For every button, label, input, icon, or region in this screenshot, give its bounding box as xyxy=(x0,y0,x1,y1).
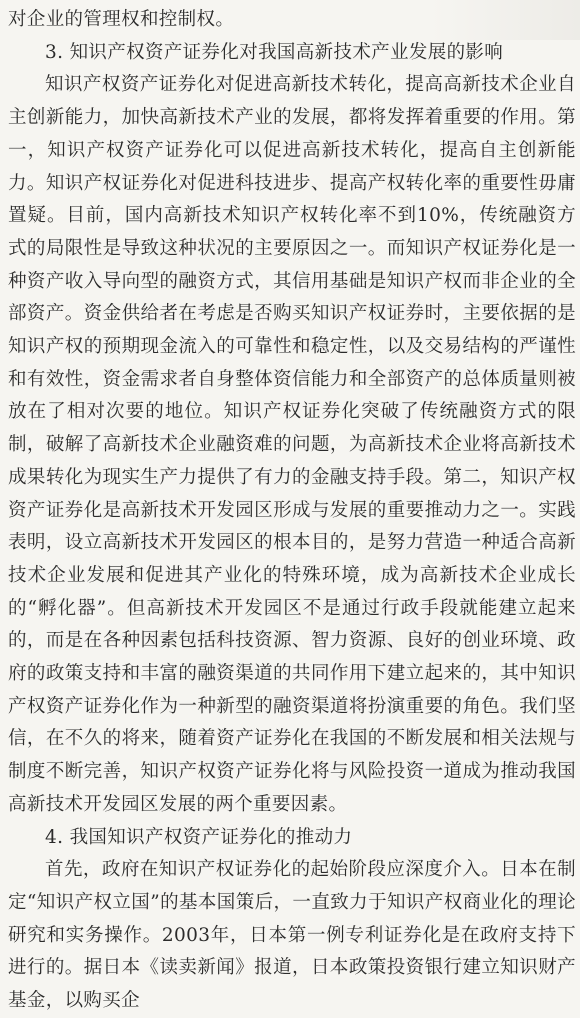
section-heading-4: 4. 我国知识产权资产证券化的推动力 xyxy=(45,826,353,848)
section-heading-3: 3. 知识产权资产证券化对我国高新技术产业发展的影响 xyxy=(45,41,504,63)
body-paragraph-1: 知识产权资产证券化对促进高新技术转化，提高高新技术企业自主创新能力，加快高新技术产业的发展，都将发挥着重要的作用。第一，知识产权资产证券化可以促进高新技术转化，提高自主创新能力。知识产权证券化对促进科技进步、提高产权转化率的重要性毋庸置疑。目前，国内高新技术知识产权转化率不到10%，传统融资方式的局限性是导致这种状况的主要原因之一。而知识产权证券化是一种资产收入导向型的融资方式，其信用基础是知识产权而非企业的全部资产。资金供给者在考虑是否购买知识产权证券时，主要依据的是知识产权的预期现金流入的可靠性和稳定性，以及交易结构的严谨性和有效性，资金需求者自身整体资信能力和全部资产的总体质量则被放在了相对次要的地位。知识产权证券化突破了传统融资方式的限制，破解了高新技术企业融资难的问题，为高新技术企业将高新技术成果转化为现实生产力提供了有力的金融支持手段。第二，知识产权资产证券化是高新技术开发园区形成与发展的重要推动力之一。实践表明，设立高新技术开发园区的根本目的，是努力营造一种适合高新技术企业发展和促进其产业化的特殊环境，成为高新技术企业成长的“孵化器”。但高新技术开发园区不是通过行政手段就能建立起来的，而是在各种因素包括科技资源、智力资源、良好的创业环境、政府的政策支持和丰富的融资渠道的共同作用下建立起来的，其中知识产权资产证券化作为一种新型的融资渠道将扮演重要的角色。我们坚信，在不久的将来，随着资产证券化在我国的不断发展和相关法规与制度不断完善，知识产权资产证券化将与风险投资一道成为推动我国高新技术开发园区发展的两个重要因素。 xyxy=(8,74,576,815)
intro-line: 对企业的管理权和控制权。 xyxy=(8,9,235,30)
body-paragraph-2: 首先，政府在知识产权证券化的起始阶段应深度介入。日本在制定“知识产权立国”的基本国策后，一直致力于知识产权商业化的理论研究和实务操作。2003年，日本第一例专利证券化是在政府支持下进行的。据日本《读卖新闻》报道，日本政策投资银行建立知识财产基金，以购买企 xyxy=(8,859,576,1012)
